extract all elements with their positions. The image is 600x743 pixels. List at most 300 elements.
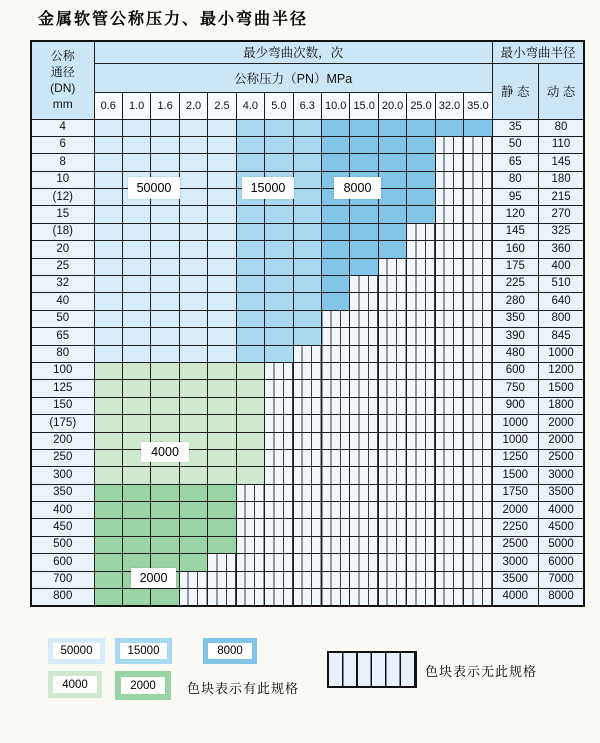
spec-table-body <box>31 119 584 606</box>
spec-cell <box>322 154 350 171</box>
spec-cell <box>350 136 378 153</box>
dynamic-radius-cell: 2000 <box>538 415 584 432</box>
spec-cell <box>236 415 264 432</box>
pressure-tick: 2.0 <box>179 92 207 119</box>
table-row <box>31 589 584 607</box>
spec-cell <box>322 223 350 240</box>
spec-cell <box>378 241 406 258</box>
dynamic-radius-cell: 180 <box>538 171 584 188</box>
spec-cell <box>322 328 350 345</box>
pressure-tick: 35.0 <box>464 92 493 119</box>
table-row <box>31 502 584 519</box>
spec-cell <box>265 362 293 379</box>
table-row <box>31 328 584 345</box>
spec-cell <box>122 293 150 310</box>
spec-cell <box>236 328 264 345</box>
spec-cell <box>350 484 378 501</box>
spec-cell <box>435 206 463 223</box>
spec-cell <box>265 519 293 536</box>
spec-cell <box>94 119 122 136</box>
spec-cell <box>265 223 293 240</box>
spec-cell <box>464 189 493 206</box>
dn-cell: 6 <box>31 136 94 153</box>
spec-cell <box>378 293 406 310</box>
spec-cell <box>236 467 264 484</box>
spec-cell <box>435 362 463 379</box>
spec-cell <box>208 397 236 414</box>
pressure-tick: 0.6 <box>94 92 122 119</box>
spec-cell <box>208 571 236 588</box>
pressure-tick: 1.0 <box>122 92 150 119</box>
spec-cell <box>265 432 293 449</box>
spec-cell <box>179 502 207 519</box>
spec-cell <box>464 328 493 345</box>
spec-cell <box>151 415 179 432</box>
spec-cell <box>293 415 321 432</box>
dn-cell: 500 <box>31 536 94 553</box>
dn-cell: 80 <box>31 345 94 362</box>
dynamic-radius-cell: 1500 <box>538 380 584 397</box>
spec-cell <box>378 484 406 501</box>
spec-cell <box>122 380 150 397</box>
spec-cell <box>179 397 207 414</box>
spec-cell <box>435 189 463 206</box>
dynamic-radius-cell: 325 <box>538 223 584 240</box>
spec-cell <box>179 345 207 362</box>
dn-cell: 125 <box>31 380 94 397</box>
spec-cell <box>378 415 406 432</box>
spec-cell <box>322 345 350 362</box>
spec-cell <box>293 206 321 223</box>
spec-cell <box>322 293 350 310</box>
spec-cell <box>265 554 293 571</box>
dynamic-radius-cell: 3500 <box>538 484 584 501</box>
spec-cell <box>236 589 264 607</box>
table-row <box>31 241 584 258</box>
spec-cell <box>407 536 435 553</box>
spec-cell <box>265 293 293 310</box>
spec-cell <box>179 589 207 607</box>
spec-cell <box>407 519 435 536</box>
spec-cell <box>407 362 435 379</box>
spec-cell <box>208 467 236 484</box>
spec-cell <box>265 258 293 275</box>
spec-cell <box>208 258 236 275</box>
spec-cell <box>350 536 378 553</box>
spec-cell <box>122 276 150 293</box>
dynamic-radius-cell: 800 <box>538 310 584 327</box>
static-radius-cell: 900 <box>492 397 538 414</box>
spec-cell <box>464 154 493 171</box>
static-header-cell: 静 态 <box>492 63 538 119</box>
spec-cell <box>435 293 463 310</box>
spec-cell <box>293 467 321 484</box>
dn-header-line: mm <box>52 97 73 112</box>
table-row <box>31 432 584 449</box>
dynamic-radius-cell: 4500 <box>538 519 584 536</box>
spec-cell <box>464 536 493 553</box>
spec-cell <box>94 241 122 258</box>
spec-cell <box>435 519 463 536</box>
spec-cell <box>435 449 463 466</box>
spec-cell <box>265 484 293 501</box>
static-radius-cell: 175 <box>492 258 538 275</box>
spec-cell <box>407 589 435 607</box>
spec-cell <box>265 397 293 414</box>
spec-cell <box>378 171 406 188</box>
spec-cell <box>293 380 321 397</box>
spec-cell <box>94 519 122 536</box>
spec-cell <box>435 119 463 136</box>
spec-cell <box>350 241 378 258</box>
spec-cell <box>151 310 179 327</box>
spec-cell <box>350 206 378 223</box>
spec-cell <box>435 328 463 345</box>
cycle-label-50000: 50000 <box>128 177 180 199</box>
legend-has-spec-text: 色块表示有此规格 <box>187 681 300 696</box>
spec-cell <box>94 136 122 153</box>
dn-cell: 25 <box>31 258 94 275</box>
static-radius-cell: 480 <box>492 345 538 362</box>
spec-cell <box>179 258 207 275</box>
spec-cell <box>435 571 463 588</box>
static-radius-cell: 1500 <box>492 467 538 484</box>
legend-swatch-50000: 50000 <box>48 638 105 664</box>
spec-cell <box>236 536 264 553</box>
spec-cell <box>265 345 293 362</box>
spec-cell <box>208 154 236 171</box>
spec-cell <box>94 502 122 519</box>
spec-cell <box>122 589 150 607</box>
spec-cell <box>322 119 350 136</box>
spec-cell <box>151 119 179 136</box>
pressure-tick: 1.6 <box>151 92 179 119</box>
table-row <box>31 293 584 310</box>
static-radius-cell: 1000 <box>492 432 538 449</box>
spec-cell <box>94 380 122 397</box>
legend-no-spec-hatch-box <box>327 651 417 688</box>
legend-swatch-2000: 2000 <box>115 671 171 700</box>
pressure-tick: 32.0 <box>435 92 463 119</box>
spec-cell <box>94 206 122 223</box>
dynamic-radius-cell: 4000 <box>538 502 584 519</box>
spec-cell <box>293 310 321 327</box>
spec-cell <box>322 310 350 327</box>
spec-cell <box>407 328 435 345</box>
spec-cell <box>293 293 321 310</box>
static-radius-cell: 1750 <box>492 484 538 501</box>
spec-cell <box>322 502 350 519</box>
table-row <box>31 519 584 536</box>
spec-cell <box>407 397 435 414</box>
spec-cell <box>350 223 378 240</box>
spec-cell <box>208 310 236 327</box>
spec-cell <box>236 206 264 223</box>
spec-cell <box>122 519 150 536</box>
spec-cell <box>265 536 293 553</box>
spec-cell <box>464 345 493 362</box>
spec-cell <box>350 554 378 571</box>
spec-cell <box>350 293 378 310</box>
spec-cell <box>94 293 122 310</box>
spec-cell <box>179 571 207 588</box>
dynamic-radius-cell: 145 <box>538 154 584 171</box>
table-row <box>31 206 584 223</box>
spec-cell <box>435 154 463 171</box>
spec-cell <box>122 119 150 136</box>
spec-cell <box>378 380 406 397</box>
spec-cell <box>407 171 435 188</box>
spec-cell <box>179 415 207 432</box>
spec-cell <box>322 258 350 275</box>
dn-cell: (175) <box>31 415 94 432</box>
legend-no-spec-text: 色块表示无此规格 <box>425 664 538 679</box>
spec-cell <box>407 380 435 397</box>
spec-cell <box>350 397 378 414</box>
dn-cell: 40 <box>31 293 94 310</box>
spec-cell <box>94 536 122 553</box>
spec-cell <box>94 345 122 362</box>
spec-cell <box>208 119 236 136</box>
spec-cell <box>208 449 236 466</box>
spec-cell <box>293 119 321 136</box>
spec-cell <box>378 223 406 240</box>
spec-cell <box>122 136 150 153</box>
spec-cell <box>179 276 207 293</box>
spec-cell <box>322 136 350 153</box>
spec-cell <box>265 154 293 171</box>
spec-cell <box>435 415 463 432</box>
spec-cell <box>236 432 264 449</box>
cycle-label-2000: 2000 <box>131 568 176 588</box>
spec-cell <box>94 432 122 449</box>
legend-swatch-15000: 15000 <box>115 638 172 664</box>
spec-cell <box>378 362 406 379</box>
spec-cell <box>265 328 293 345</box>
static-radius-cell: 280 <box>492 293 538 310</box>
spec-cell <box>94 554 122 571</box>
spec-cell <box>407 310 435 327</box>
spec-cell <box>122 362 150 379</box>
spec-cell <box>208 380 236 397</box>
spec-cell <box>464 241 493 258</box>
spec-cell <box>94 589 122 607</box>
spec-cell <box>350 589 378 607</box>
spec-cell <box>94 449 122 466</box>
spec-cell <box>236 119 264 136</box>
spec-cell <box>151 293 179 310</box>
spec-cell <box>322 362 350 379</box>
static-radius-cell: 65 <box>492 154 538 171</box>
spec-cell <box>407 345 435 362</box>
dn-cell: 32 <box>31 276 94 293</box>
spec-cell <box>265 119 293 136</box>
spec-cell <box>265 571 293 588</box>
spec-cell <box>378 189 406 206</box>
dynamic-radius-cell: 3000 <box>538 467 584 484</box>
spec-cell <box>464 589 493 607</box>
spec-cell <box>293 154 321 171</box>
spec-cell <box>208 293 236 310</box>
static-radius-cell: 1000 <box>492 415 538 432</box>
dn-cell: 700 <box>31 571 94 588</box>
spec-cell <box>265 276 293 293</box>
spec-cell <box>94 189 122 206</box>
spec-cell <box>350 519 378 536</box>
spec-cell <box>179 380 207 397</box>
spec-cell <box>293 276 321 293</box>
dynamic-radius-cell: 6000 <box>538 554 584 571</box>
spec-cell <box>293 223 321 240</box>
table-row <box>31 467 584 484</box>
static-radius-cell: 4000 <box>492 589 538 607</box>
pressure-header-cell: 公称压力（PN）MPa <box>94 63 492 92</box>
spec-cell <box>435 136 463 153</box>
spec-cell <box>464 293 493 310</box>
static-radius-cell: 2500 <box>492 536 538 553</box>
static-radius-cell: 3000 <box>492 554 538 571</box>
spec-cell <box>322 536 350 553</box>
spec-cell <box>94 310 122 327</box>
static-radius-cell: 95 <box>492 189 538 206</box>
dn-header-line: 通径 <box>50 65 75 80</box>
spec-cell <box>464 136 493 153</box>
static-radius-cell: 1250 <box>492 449 538 466</box>
spec-cell <box>407 119 435 136</box>
table-row <box>31 484 584 501</box>
spec-cell <box>435 345 463 362</box>
spec-cell <box>378 449 406 466</box>
spec-cell <box>151 154 179 171</box>
spec-cell <box>236 519 264 536</box>
dn-cell: (12) <box>31 189 94 206</box>
spec-cell <box>208 536 236 553</box>
spec-cell <box>350 380 378 397</box>
dn-cell: 65 <box>31 328 94 345</box>
spec-cell <box>464 484 493 501</box>
spec-cell <box>208 432 236 449</box>
spec-cell <box>265 502 293 519</box>
dn-cell: 10 <box>31 171 94 188</box>
spec-cell <box>407 571 435 588</box>
spec-cell <box>350 502 378 519</box>
spec-cell <box>236 345 264 362</box>
table-row <box>31 258 584 275</box>
static-radius-cell: 3500 <box>492 571 538 588</box>
spec-cell <box>464 310 493 327</box>
table-row <box>31 136 584 153</box>
static-radius-cell: 2250 <box>492 519 538 536</box>
spec-cell <box>265 206 293 223</box>
spec-cell <box>236 502 264 519</box>
spec-cell <box>265 241 293 258</box>
spec-cell <box>293 449 321 466</box>
spec-cell <box>208 328 236 345</box>
spec-cell <box>236 554 264 571</box>
spec-cell <box>151 206 179 223</box>
spec-cell <box>94 258 122 275</box>
spec-cell <box>407 293 435 310</box>
spec-cell <box>407 415 435 432</box>
spec-cell <box>435 502 463 519</box>
spec-cell <box>122 206 150 223</box>
spec-cell <box>122 467 150 484</box>
table-row <box>31 449 584 466</box>
spec-cell <box>407 432 435 449</box>
spec-cell <box>94 328 122 345</box>
dynamic-radius-cell: 845 <box>538 328 584 345</box>
spec-cell <box>122 310 150 327</box>
table-row <box>31 554 584 571</box>
cycle-label-15000: 15000 <box>242 177 294 199</box>
spec-cell <box>236 449 264 466</box>
table-row <box>31 171 584 188</box>
spec-cell <box>265 415 293 432</box>
spec-cell <box>94 415 122 432</box>
dynamic-radius-cell: 2000 <box>538 432 584 449</box>
spec-cell <box>208 276 236 293</box>
spec-cell <box>151 136 179 153</box>
dn-cell: 200 <box>31 432 94 449</box>
dynamic-radius-cell: 5000 <box>538 536 584 553</box>
table-row <box>31 345 584 362</box>
spec-cell <box>322 589 350 607</box>
spec-cell <box>378 536 406 553</box>
spec-cell <box>179 519 207 536</box>
spec-cell <box>293 397 321 414</box>
spec-cell <box>322 467 350 484</box>
table-row <box>31 362 584 379</box>
spec-cell <box>378 554 406 571</box>
spec-cell <box>94 362 122 379</box>
spec-cell <box>179 484 207 501</box>
spec-cell <box>378 397 406 414</box>
dynamic-radius-cell: 110 <box>538 136 584 153</box>
table-row <box>31 536 584 553</box>
spec-cell <box>94 154 122 171</box>
spec-cell <box>464 362 493 379</box>
dn-cell: 4 <box>31 119 94 136</box>
spec-cell <box>407 276 435 293</box>
spec-cell <box>378 206 406 223</box>
dn-cell: 20 <box>31 241 94 258</box>
dn-header-cell <box>31 41 94 119</box>
spec-cell <box>378 310 406 327</box>
spec-cell <box>350 415 378 432</box>
spec-cell <box>435 484 463 501</box>
spec-cell <box>378 154 406 171</box>
spec-cell <box>236 276 264 293</box>
spec-cell <box>322 449 350 466</box>
spec-cell <box>94 571 122 588</box>
cycle-label-4000: 4000 <box>141 442 189 462</box>
spec-cell <box>322 397 350 414</box>
spec-cell <box>464 397 493 414</box>
spec-cell <box>208 554 236 571</box>
spec-cell <box>407 241 435 258</box>
pressure-tick: 25.0 <box>407 92 435 119</box>
spec-cell <box>464 519 493 536</box>
spec-cell <box>208 484 236 501</box>
static-radius-cell: 35 <box>492 119 538 136</box>
spec-cell <box>122 397 150 414</box>
spec-cell <box>322 380 350 397</box>
spec-cell <box>151 241 179 258</box>
spec-cell <box>122 415 150 432</box>
dynamic-radius-cell: 1200 <box>538 362 584 379</box>
spec-cell <box>94 484 122 501</box>
spec-cell <box>378 467 406 484</box>
